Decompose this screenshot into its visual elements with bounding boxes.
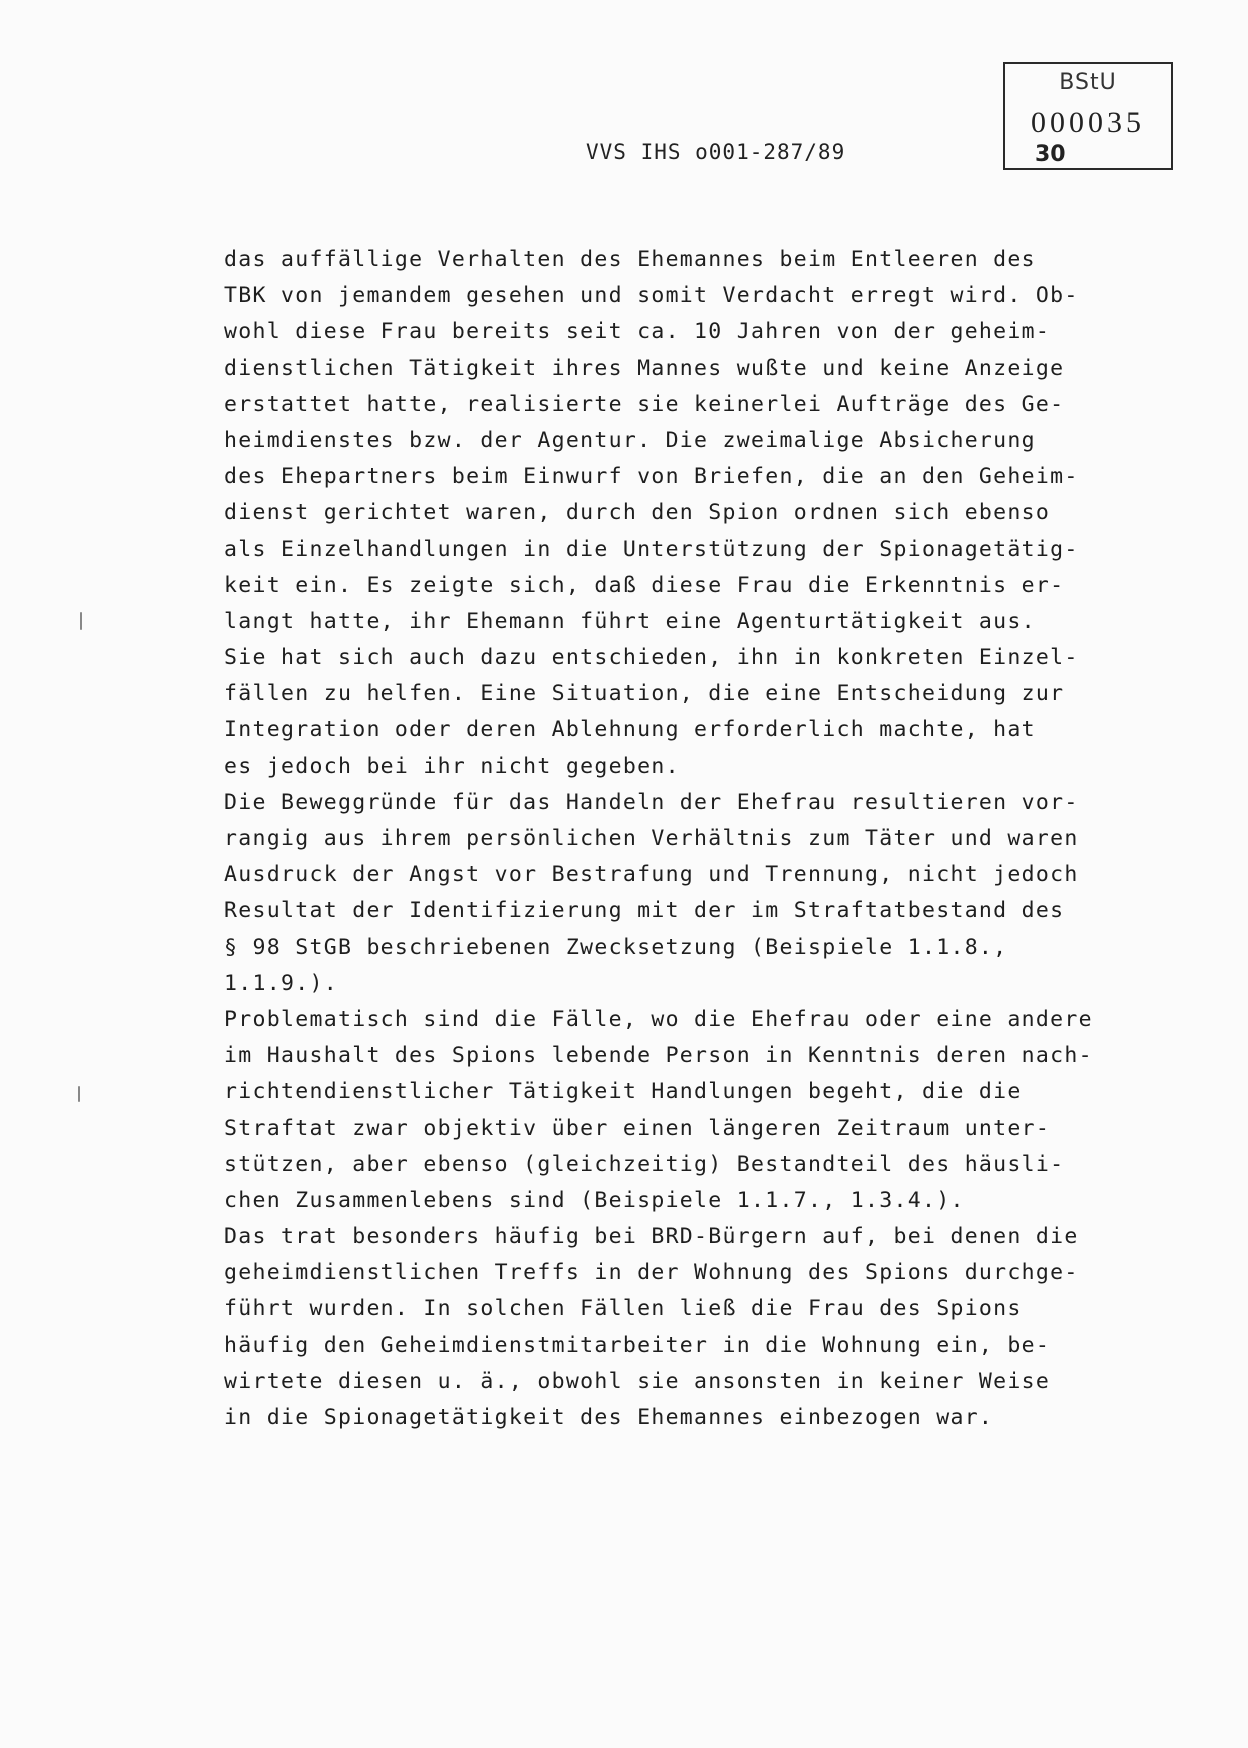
text-line: geheimdienstlichen Treffs in der Wohnung des Spions durchge-: [224, 1260, 1079, 1286]
stamp-document-number: 000035: [1031, 106, 1145, 139]
text-line: wohl diese Frau bereits seit ca. 10 Jahren von der geheim-: [224, 319, 1051, 345]
text-line: Integration oder deren Ablehnung erforderlich machte, hat: [224, 717, 1036, 743]
text-line: häufig den Geheimdienstmitarbeiter in die Wohnung ein, be-: [224, 1332, 1051, 1358]
text-line: heimdienstes bzw. der Agentur. Die zweimalige Absicherung: [224, 427, 1036, 453]
text-line: Straftat zwar objektiv über einen längeren Zeitraum unter-: [224, 1115, 1051, 1141]
stamp-page-number: 30: [1035, 142, 1066, 167]
text-line: Die Beweggründe für das Handeln der Ehefrau resultieren vor-: [224, 789, 1079, 815]
text-line: des Ehepartners beim Einwurf von Briefen, die an den Geheim-: [224, 464, 1079, 490]
text-line: als Einzelhandlungen in die Unterstützung der Spionagetätig-: [224, 536, 1079, 562]
text-line: dienst gerichtet waren, durch den Spion ordnen sich ebenso: [224, 500, 1051, 526]
text-line: das auffällige Verhalten des Ehemannes beim Entleeren des: [224, 247, 1036, 272]
text-line: keit ein. Es zeigte sich, daß diese Frau die Erkenntnis er-: [224, 572, 1065, 598]
text-line: langt hatte, ihr Ehemann führt eine Agenturtätigkeit aus.: [224, 608, 1036, 634]
text-line: im Haushalt des Spions lebende Person in Kenntnis deren nach-: [224, 1043, 1093, 1069]
text-line: Problematisch sind die Fälle, wo die Ehefrau oder eine andere: [224, 1006, 1093, 1032]
text-line: Das trat besonders häufig bei BRD-Bürgern auf, bei denen die: [224, 1224, 1079, 1250]
text-line: führt wurden. In solchen Fällen ließ die Frau des Spions: [224, 1296, 1022, 1322]
text-line: wirtete diesen u. ä., obwohl sie ansonsten in keiner Weise: [224, 1368, 1051, 1394]
margin-mark: [80, 612, 82, 630]
text-line: es jedoch bei ihr nicht gegeben.: [224, 753, 680, 779]
archive-stamp: [1003, 62, 1173, 170]
text-line: fällen zu helfen. Eine Situation, die eine Entscheidung zur: [224, 681, 1065, 707]
margin-mark: [78, 1086, 80, 1102]
stamp-archive-label: BStU: [1059, 70, 1117, 95]
text-line: Resultat der Identifizierung mit der im Straftatbestand des: [224, 898, 1065, 924]
text-line: chen Zusammenlebens sind (Beispiele 1.1.7., 1.3.4.).: [224, 1187, 965, 1213]
text-line: dienstlichen Tätigkeit ihres Mannes wußte und keine Anzeige: [224, 355, 1065, 381]
text-line: Ausdruck der Angst vor Bestrafung und Trennung, nicht jedoch: [224, 862, 1079, 888]
text-line: richtendienstlicher Tätigkeit Handlungen begeht, die die: [224, 1079, 1022, 1105]
document-reference: VVS IHS o001-287/89: [586, 140, 846, 164]
text-line: Sie hat sich auch dazu entschieden, ihn in konkreten Einzel-: [224, 645, 1079, 671]
text-line: 1.1.9.).: [224, 970, 338, 996]
text-line: erstattet hatte, realisierte sie keinerlei Aufträge des Ge-: [224, 391, 1065, 417]
body-text: [224, 242, 1164, 1436]
text-line: § 98 StGB beschriebenen Zwecksetzung (Beispiele 1.1.8.,: [224, 934, 1008, 960]
text-line: in die Spionagetätigkeit des Ehemannes einbezogen war.: [224, 1405, 994, 1430]
text-line: stützen, aber ebenso (gleichzeitig) Bestandteil des häusli-: [224, 1151, 1065, 1177]
text-line: rangig aus ihrem persönlichen Verhältnis zum Täter und waren: [224, 826, 1079, 851]
text-line: TBK von jemandem gesehen und somit Verdacht erregt wird. Ob-: [224, 283, 1079, 309]
